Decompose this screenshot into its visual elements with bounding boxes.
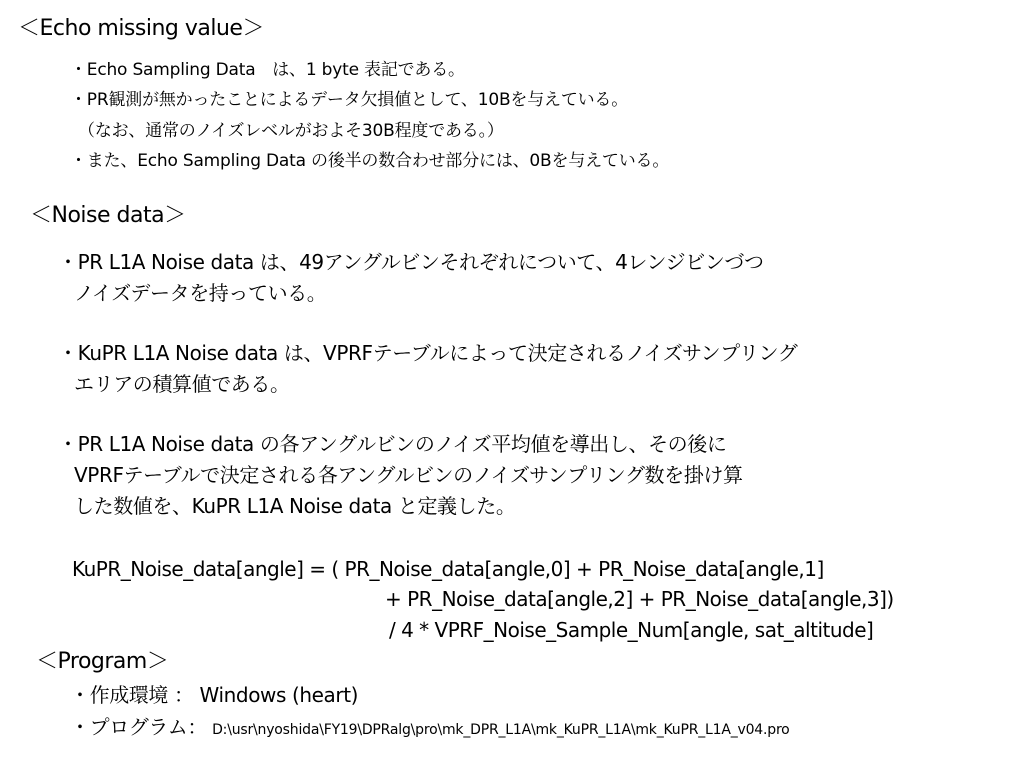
formula-line-2: + PR_Noise_data[angle,2] + PR_Noise_data[angle,3]) [385,587,894,611]
echo-line-3: （なお、通常のノイズレベルがおよそ30B程度である。） [78,121,504,141]
program-line [70,717,790,737]
echo-line-4: ・また、Echo Sampling Data の後半の数合わせ部分には、0Bを与えている。 [70,151,670,171]
noise-data-heading: ＜Noise data＞ [30,203,186,228]
environment-value: Windows (heart) [199,683,359,707]
noise-para2-line-2: エリアの積算値である。 [74,372,290,396]
echo-line-1: ・Echo Sampling Data は、1 byte 表記である。 [70,60,465,80]
environment-line [70,685,358,705]
noise-para2-line-1: ・KuPR L1A Noise data は、VPRFテーブルによって決定されるノイズサンプリング [58,341,798,365]
noise-para3-line-1: ・PR L1A Noise data の各アングルビンのノイズ平均値を導出し、その後に [58,432,727,456]
echo-missing-value-heading: ＜Echo missing value＞ [18,16,264,41]
noise-para1-line-1: ・PR L1A Noise data は、49アングルビンそれぞれについて、4レンジビンづつ [58,250,764,274]
program-path: D:\usr\nyoshida\FY19\DPRalg\pro\mk_DPR_L1A\mk_KuPR_L1A\mk_KuPR_L1A_v04.pro [212,722,790,738]
noise-para3-line-3: した数値を、KuPR L1A Noise data と定義した。 [74,494,516,518]
noise-para3-line-2: VPRFテーブルで決定される各アングルビンのノイズサンプリング数を掛け算 [74,463,743,487]
environment-label: ・作成環境 ： [70,683,194,707]
noise-para1-line-2: ノイズデータを持っている。 [74,281,327,305]
formula-line-1: KuPR_Noise_data[angle] = ( PR_Noise_data[angle,0] + PR_Noise_data[angle,1] [72,557,824,581]
echo-line-2: ・PR観測が無かったことによるデータ欠損値として、10Bを与えている。 [70,90,629,110]
formula-line-3: / 4 * VPRF_Noise_Sample_Num[angle, sat_altitude] [389,618,874,642]
program-heading: ＜Program＞ [36,649,169,674]
program-label: ・プログラム： [70,715,207,739]
